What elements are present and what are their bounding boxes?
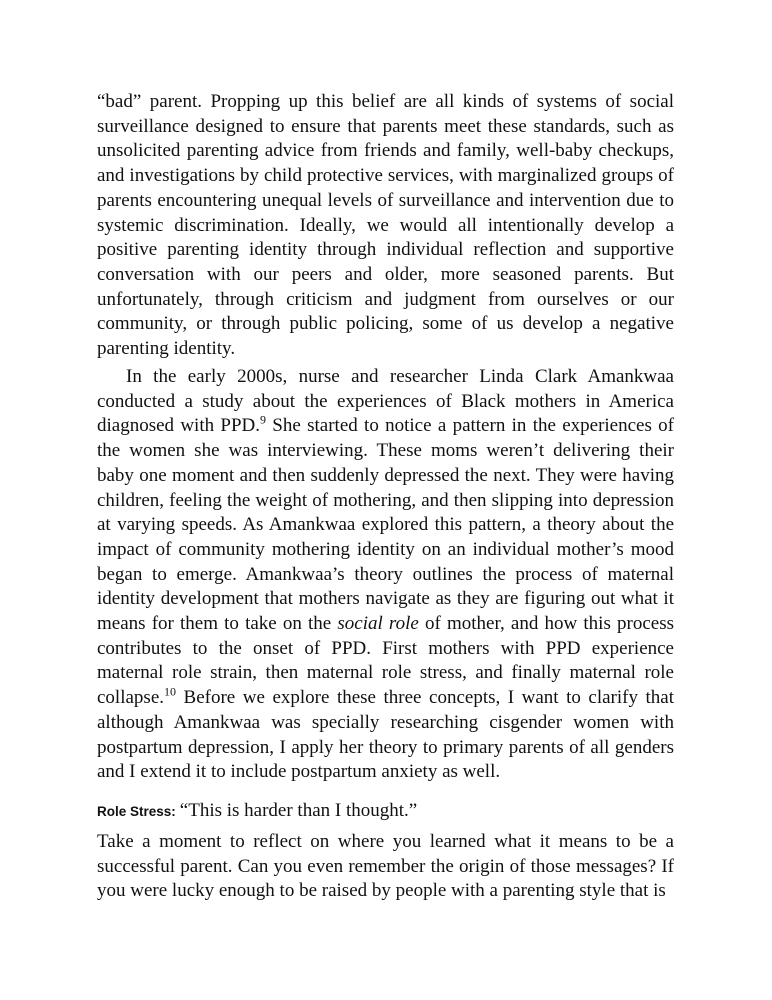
footnote-marker-9: 9: [260, 413, 267, 428]
section-heading-label: Role Stress:: [97, 804, 176, 819]
paragraph-bad-parent: “bad” parent. Propping up this belief are all kinds of systems of social surveillance designed to ensure that parents meet these standards, such as unsolicited parenting advice from friends and family, well-baby checkups, and investigations by child protective services, with marginalized groups of parents encountering unequal levels of surveillance and intervention due to systemic discrimination. Ideally, we would all intentionally develop a positive parenting identity through individual reflection and supportive conversation with our peers and older, more seasoned parents. But unfortunately, through criticism and judgment from ourselves or our community, or through public policing, some of us develop a negative parenting identity.: [97, 91, 674, 360]
footnote-marker-10: 10: [164, 684, 177, 699]
section-heading-role-stress: [97, 800, 674, 822]
emphasis-social-role: social role: [337, 613, 419, 635]
paragraph-amankwaa-study: [97, 365, 674, 785]
paragraph-amankwaa-text-1: In the early 2000s, nurse and researcher Linda Clark Amankwaa conducted a study about the experiences of Black mothers in America diagnosed with PPD.: [97, 366, 674, 437]
paragraph-amankwaa-text-4: Before we explore these three concepts, I want to clarify that although Amankwaa was specially researching cisgender women with postpartum depression, I apply her theory to primary parents of all genders and I extend it to include postpartum anxiety as well.: [97, 687, 674, 783]
paragraph-amankwaa-text-3: of mother, and how this process contributes to the onset of PPD. First mothers with PPD experience maternal role strain, then maternal role stress, and finally maternal role collapse.: [97, 613, 674, 709]
section-heading-quote: “This is harder than I thought.”: [179, 800, 418, 821]
paragraph-amankwaa-text-2: She started to notice a pattern in the experiences of the women she was interviewing. These moms weren’t delivering their baby one moment and then suddenly depressed the next. They were having children, feeling the weight of mothering, and then slipping into depression at varying speeds. As Amankwaa explored this pattern, a theory about the impact of community mothering identity on an individual mother’s mood began to emerge. Amankwaa’s theory outlines the process of maternal identity development that mothers navigate as they are figuring out what it means for them to take on the: [97, 415, 674, 635]
paragraph-reflect: Take a moment to reflect on where you learned what it means to be a successful parent. Can you even remember the origin of those messages? If you were lucky enough to be raised by people with a parenting style that is: [97, 831, 674, 902]
